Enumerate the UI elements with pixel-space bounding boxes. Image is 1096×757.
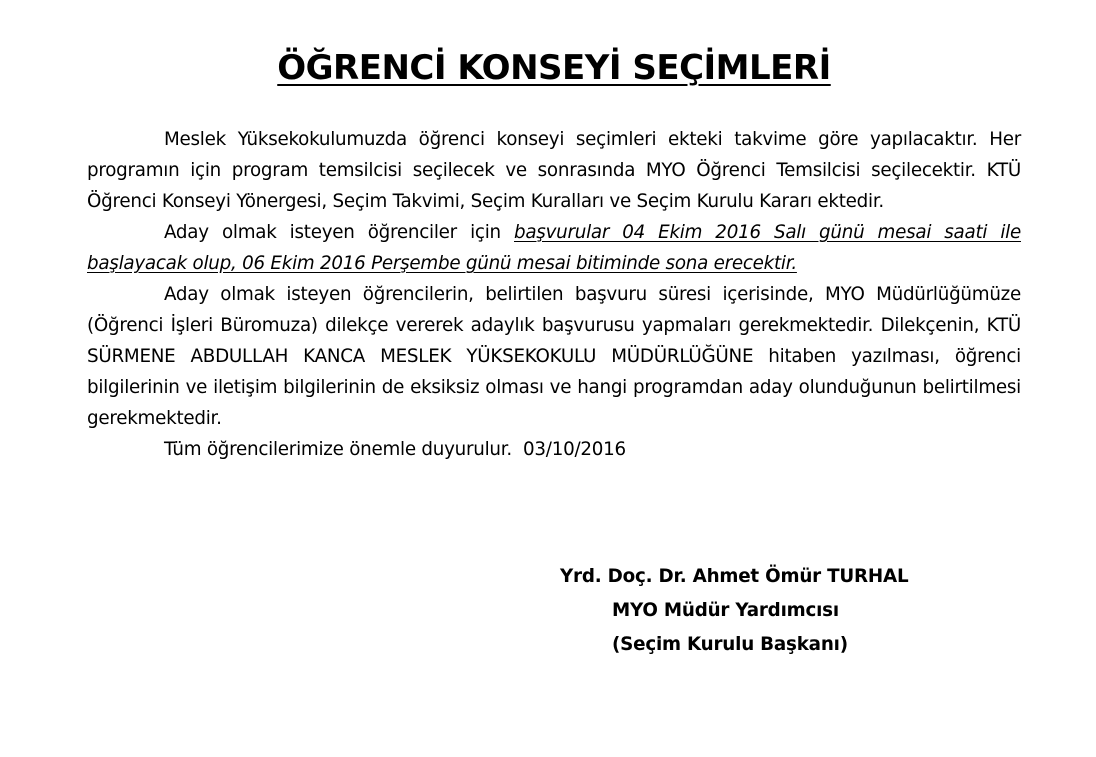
announcement-body xyxy=(87,124,1021,465)
paragraph-4: Tüm öğrencilerimize önemle duyurulur. 03/10/2016 xyxy=(164,439,626,460)
signatory-name: Yrd. Doç. Dr. Ahmet Ömür TURHAL xyxy=(560,566,909,587)
page-title xyxy=(0,44,1096,92)
signature-block xyxy=(560,560,908,662)
paragraph-2-intro: Aday olmak isteyen öğrenciler için xyxy=(164,222,514,243)
page-title-text: ÖĞRENCİ KONSEYİ SEÇİMLERİ xyxy=(277,48,831,88)
paragraph-3: Aday olmak isteyen öğrencilerin, belirtilen başvuru süresi içerisinde, MYO Müdürlüğümüze (Öğrenci İşleri Büromuza) dilekçe vererek adaylık başvurusu yapmaları gerekmektedir. Dilekçenin, KTÜ SÜRMENE ABDULLAH KANCA MESLEK YÜKSEKOKULU MÜDÜRLÜĞÜNE hitaben yazılması, öğrenci bilgilerinin ve iletişim bilgilerinin de eksiksiz olması ve hangi programdan aday olunduğunun belirtilmesi gerekmektedir. xyxy=(87,284,1021,429)
application-dates-emphasis: başvurular 04 Ekim 2016 Salı günü mesai saati ile başlayacak olup, 06 Ekim 2016 Perşembe günü mesai bitiminde sona erecektir. xyxy=(87,222,1021,274)
signatory-position: MYO Müdür Yardımcısı xyxy=(612,600,839,621)
signatory-role: (Seçim Kurulu Başkanı) xyxy=(612,634,848,655)
paragraph-1: Meslek Yüksekokulumuzda öğrenci konseyi seçimleri ekteki takvime göre yapılacaktır. Her programın için program temsilcisi seçilecek ve sonrasında MYO Öğrenci Temsilcisi seçilecektir. KTÜ Öğrenci Konseyi Yönergesi, Seçim Takvimi, Seçim Kuralları ve Seçim Kurulu Kararı ektedir. xyxy=(87,129,1021,212)
paragraph-2 xyxy=(87,217,1021,279)
